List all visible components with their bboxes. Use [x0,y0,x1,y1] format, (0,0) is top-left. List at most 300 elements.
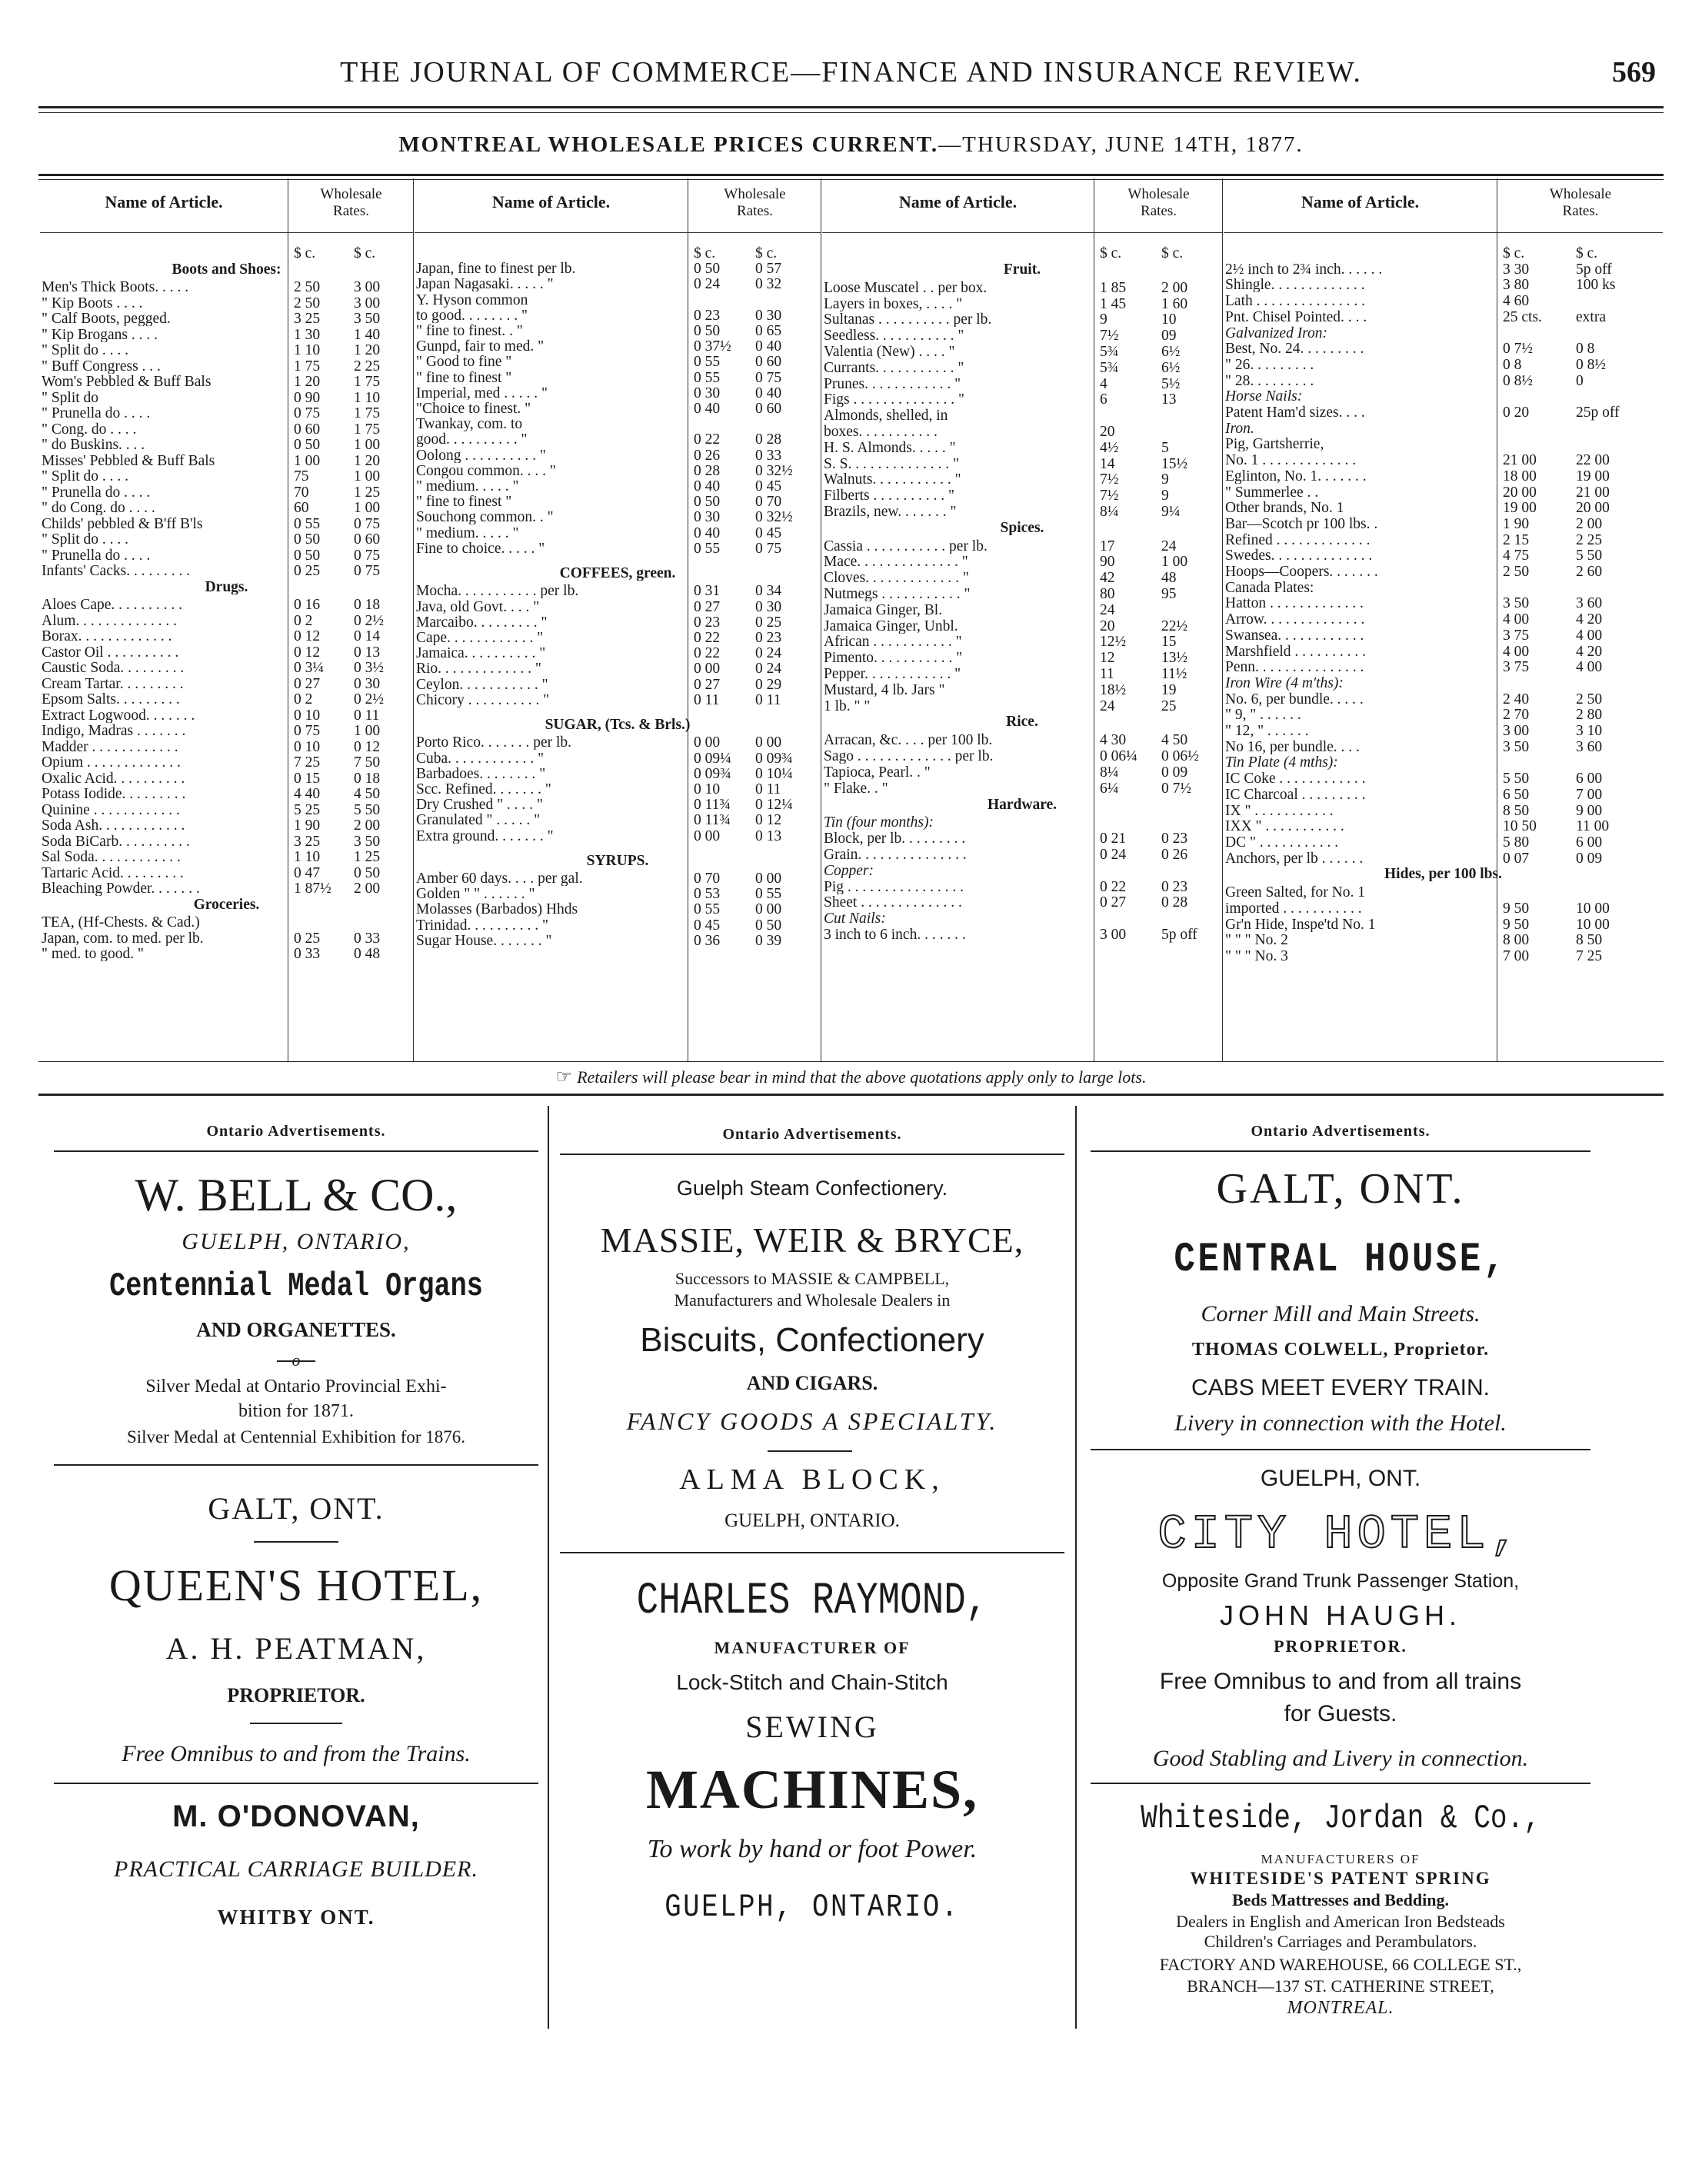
rate-high: 1 00 [354,437,381,454]
article-name: Swedes. . . . . . . . . . . . . . [1225,548,1373,564]
rate-low: 1 85 [1100,279,1127,296]
rate-high: 0 26 [1161,847,1188,864]
article-name: " Split do [42,390,99,405]
rate-low: 3 75 [1503,627,1530,644]
section-heading [415,854,821,868]
article-name: " 26. . . . . . . . . [1225,357,1314,372]
rate-low: 0 60 [294,421,321,438]
rate-low: 0 12 [294,644,321,661]
rate-high: 6½ [1161,343,1181,360]
article-name: Patent Ham'd sizes. . . . [1225,405,1365,420]
article-name: Iron. [1225,421,1254,436]
rate-low: 0 75 [294,405,321,422]
article-name: " do Cong. do . . . . [42,501,155,516]
price-row [1224,453,1663,468]
rate-high: 6½ [1161,359,1181,376]
article-name: Soda Ash. . . . . . . . . . . . [42,818,185,834]
price-row [40,422,413,437]
price-row [415,797,821,812]
confectionery-city: GUELPH, ONTARIO. [724,1510,900,1531]
rate-high: 2 00 [354,817,381,834]
article-name: " Buff Congress . . . [42,358,161,374]
article-name: Madder . . . . . . . . . . . . [42,739,178,754]
rate-low: 5 80 [1503,834,1530,851]
rate-low: 0 06¼ [1100,748,1137,765]
rate-high: 0 25 [755,614,782,631]
rate-low: 0 31 [694,583,721,600]
rate-high: 3 00 [354,279,381,296]
rate-high: 5 50 [354,801,381,818]
article-name: Amber 60 days. . . . per gal. [416,871,583,887]
price-row [822,699,1222,714]
article-name: " Calf Boots, pegged. [42,311,171,327]
rate-high: 1 75 [354,421,381,438]
rate-high: 0 75 [755,540,782,557]
rate-high: 0 75 [354,515,381,532]
table-bottom-rule [38,1061,1664,1062]
city-hotel-city: GUELPH, ONT. [1260,1466,1421,1491]
price-row [415,432,821,447]
rate-high: 0 50 [354,864,381,881]
rate-high: 0 75 [354,563,381,580]
rate-high: 2 00 [1161,279,1188,296]
rate-high: 9¼ [1161,503,1181,520]
price-row [1224,885,1663,900]
rate-low: 12 [1100,650,1115,667]
rate-low: 6¼ [1100,780,1119,797]
section-title: Hides, per 100 lbs. [1384,867,1502,882]
rate-low: 0 27 [1100,894,1127,911]
rate-high: 3 10 [1576,723,1603,739]
article-name: Green Salted, for No. 1 [1225,885,1365,901]
note-text: Retailers will please bear in mind that the above quotations apply only to large lots. [577,1067,1147,1087]
article-name: Quinine . . . . . . . . . . . . [42,802,180,817]
article-name: " fine to finest " [416,370,512,385]
rate-high: 0 11 [755,691,781,708]
price-row [40,311,413,326]
price-row [40,328,413,342]
price-row [1224,548,1663,563]
rate-high: 0 32 [755,276,782,293]
price-row [1224,326,1663,341]
price-row [822,472,1222,487]
rate-low: 60 [294,500,309,517]
units-row [1224,246,1663,261]
rate-low: 3 00 [1100,927,1127,944]
rate-high: 0 32½ [755,462,793,479]
ad-rule [560,1154,1064,1155]
units-row [40,246,413,261]
price-row [1224,358,1663,372]
article-name: Molasses (Barbados) Hhds [416,902,578,917]
rate-high: 0 18 [354,770,381,787]
rate-high: 09 [1161,328,1177,345]
raymond-mfr: MANUFACTURER OF [714,1638,911,1657]
article-name: Cape. . . . . . . . . . . . " [416,630,544,645]
article-name: Pnt. Chisel Pointed. . . . [1225,309,1367,325]
section-heading [822,797,1222,812]
article-name: Opium . . . . . . . . . . . . . [42,755,181,771]
rate-high: 0 75 [755,369,782,386]
rate-low: 0 23 [694,307,721,324]
rate-low: 70 [294,484,309,501]
rate-low: 0 70 [694,871,721,887]
section-title: Groceries. [193,897,260,912]
price-row [822,781,1222,796]
rate-low: 0 53 [694,886,721,903]
raymond-sewing: SEWING [745,1710,879,1744]
price-row [822,587,1222,601]
price-row [822,312,1222,327]
price-row [1224,787,1663,802]
price-row [40,915,413,930]
price-column-4 [1224,178,1663,1061]
rate-low: 3 50 [1503,595,1530,612]
rate-high: 2 60 [1576,564,1603,580]
article-name: Grain. . . . . . . . . . . . . . . [824,847,967,863]
ad-separator-1 [548,1106,549,2029]
rate-high: 1 00 [354,468,381,485]
article-name: Infants' Cacks. . . . . . . . . [42,564,191,579]
price-column-3 [822,178,1223,1061]
raymond-city: GUELPH, ONTARIO. [664,1889,960,1926]
price-row [415,902,821,917]
bell-city: GUELPH, ONTARIO, [182,1229,411,1254]
rate-high: 0 57 [755,261,782,278]
rate-low: 0 50 [694,494,721,511]
price-row [1224,310,1663,325]
price-row [40,280,413,295]
rate-high: 0 30 [755,598,782,615]
rate-high: 0 00 [755,734,782,751]
price-row [415,693,821,707]
central-city: GALT, ONT. [1216,1165,1465,1213]
rate-low: 1 75 [294,358,321,375]
article-name: Ceylon. . . . . . . . . . . " [416,677,548,692]
article-name: Souchong common. . " [416,510,554,525]
price-row [40,692,413,707]
price-row [1224,596,1663,611]
rate-high: 10 00 [1576,916,1610,933]
rate-low: 80 [1100,586,1115,603]
rate-low: 0 27 [694,676,721,693]
price-row [40,866,413,881]
rate-low: 0 10 [294,707,321,724]
rate-low: 0 10 [294,738,321,755]
price-row [1224,644,1663,659]
rate-low: 5 25 [294,801,321,818]
rate-high: 0 14 [354,628,381,645]
rate-high: 5 50 [1576,548,1603,564]
rate-low: 0 3¼ [294,660,324,677]
price-row [1224,692,1663,707]
rate-high: 15½ [1161,455,1188,472]
rate-low: 2 40 [1503,691,1530,707]
price-row [415,584,821,598]
rate-low: 3 50 [1503,738,1530,755]
queens-owner: A. H. PEATMAN, [165,1631,427,1666]
rate-low: 0 55 [694,354,721,371]
article-name: Cuba. . . . . . . . . . . . " [416,751,545,766]
price-row [822,571,1222,585]
price-row [415,934,821,948]
rate-low: 4 75 [1503,548,1530,564]
article-name: good. . . . . . . . . . " [416,432,528,448]
rate-low: 5 50 [1503,771,1530,787]
rate-low: 7 25 [294,754,321,771]
article-name: " " " No. 2 [1225,933,1288,948]
price-row [415,479,821,494]
article-name: Gunpd, fair to med. " [416,339,545,355]
rate-high: 0 29 [755,676,782,693]
rate-high: 100 ks [1576,277,1616,294]
rate-low: 2 15 [1503,531,1530,548]
rate-low: 0 28 [694,462,721,479]
rate-high: 0 00 [755,871,782,887]
article-name: Anchors, per lb . . . . . . [1225,851,1364,866]
rate-low: 0 27 [694,598,721,615]
article-name: S. S. . . . . . . . . . . . . . " [824,456,959,471]
col-header-line [822,232,1222,233]
rate-low: 1 30 [294,326,321,343]
section-title: SUGAR, (Tcs. & Brls.) [545,717,691,733]
rate-low: 0 12 [294,628,321,645]
confectionery-divider [768,1450,852,1452]
rate-low: 7½ [1100,328,1119,345]
article-name: Marcaibo. . . . . . . . . " [416,614,548,630]
article-name: DC " . . . . . . . . . . . [1225,834,1339,850]
prices-current-title [0,132,1702,158]
rate-low: 2 50 [1503,564,1530,580]
price-row [40,787,413,801]
rate-high: extra [1576,308,1606,325]
price-row [415,510,821,524]
rate-high: 9 00 [1576,802,1603,819]
rate-high: 0 34 [755,583,782,600]
rate-low: 25 cts. [1503,308,1542,325]
rate-high: 0 24 [755,645,782,662]
section-title: Rice. [1006,714,1038,730]
rate-low: 12½ [1100,634,1127,651]
price-row [40,740,413,754]
price-row [415,308,821,323]
article-name: to good. . . . . . . . " [416,308,528,323]
rate-high: 1 00 [354,500,381,517]
price-row [415,277,821,291]
rate-high: 0 55 [755,886,782,903]
price-row [415,871,821,886]
rate-low: 0 11¾ [694,812,731,829]
rate-high: 0 18 [354,597,381,614]
price-row [415,324,821,338]
price-row [415,339,821,354]
rate-high: 0 60 [354,531,381,548]
price-row [40,343,413,358]
price-row [1224,278,1663,292]
rate-low: 0 22 [1100,878,1127,895]
central-livery: Livery in connection with the Hotel. [1174,1410,1507,1436]
whiteside-city: MONTREAL. [1287,1998,1394,2018]
rate-low: 1 87½ [294,881,331,897]
rate-low: 0 11 [694,691,720,708]
article-name: Jamaica. . . . . . . . . . " [416,646,546,661]
rate-high: 0 75 [354,547,381,564]
rate-low: 18 00 [1503,468,1537,484]
rate-high: 1 10 [354,389,381,406]
price-row [40,598,413,612]
price-row [1224,740,1663,754]
article-name: Chicory . . . . . . . . . . " [416,692,550,707]
article-name: Alum. . . . . . . . . . . . . . [42,613,178,628]
price-row [1224,835,1663,850]
article-name: Scc. Refined. . . . . . . " [416,781,551,797]
rate-high: 0 8½ [1576,356,1606,373]
price-row [40,931,413,946]
rate-high: 5p off [1161,927,1197,944]
price-row [40,296,413,311]
bell-product: Centennial Medal Organs [109,1267,483,1306]
rate-low: 0 50 [694,323,721,339]
rate-low: 2 50 [294,279,321,296]
rate-low: 3 00 [1503,723,1530,739]
rate-high: 95 [1161,586,1177,603]
article-name: Other brands, No. 1 [1225,501,1344,516]
article-name: " " " No. 3 [1225,948,1288,964]
rate-low: 0 21 [1100,831,1127,847]
price-row [1224,517,1663,531]
rate-high: 2 80 [1576,707,1603,724]
rate-low: 0 16 [294,597,321,614]
rate-low: 9 50 [1503,900,1530,917]
rate-low: 0 22 [694,645,721,662]
article-name: Jamaica Ginger, Unbl. [824,618,958,634]
ad-rule [54,1150,538,1152]
rate-low: 90 [1100,554,1115,571]
rate-low: 4 [1100,375,1107,392]
rate-high: 1 60 [1161,295,1188,312]
price-row [1224,389,1663,404]
rate-high: 0 65 [755,323,782,339]
article-name: Figs . . . . . . . . . . . . . . " [824,392,964,408]
prices-title-date: —THURSDAY, JUNE 14TH, 1877. [938,132,1304,157]
price-row [822,554,1222,569]
article-name: Swansea. . . . . . . . . . . . [1225,628,1364,643]
article-name: Childs' pebbled & B'ff B'ls [42,516,203,531]
queens-divider-2 [250,1723,342,1724]
article-name: Marshfield . . . . . . . . . . [1225,644,1367,659]
price-row [40,661,413,675]
rate-low: 0 50 [294,531,321,548]
article-name: Gr'n Hide, Inspe'td No. 1 [1225,917,1376,932]
price-row [1224,564,1663,579]
rate-low: 0 7½ [1503,341,1533,358]
rate-high: 24 [1161,538,1177,554]
price-row [40,375,413,389]
price-row [822,651,1222,665]
article-name: Pig . . . . . . . . . . . . . . . . [824,879,964,894]
table-top-rule [38,174,1664,176]
article-name: " medium. . . . . " [416,479,519,494]
rate-high: 1 25 [354,484,381,501]
rate-high: 1 25 [354,849,381,866]
price-row [40,501,413,515]
price-row [822,504,1222,519]
article-name: Extra ground. . . . . . . " [416,828,554,844]
page-number: 569 [1612,56,1656,88]
price-row [40,614,413,628]
whiteside-factory: FACTORY AND WAREHOUSE, 66 COLLEGE ST., [1159,1955,1522,1974]
rate-high: 0 30 [755,307,782,324]
price-row [1224,755,1663,770]
article-name: Walnuts. . . . . . . . . . . " [824,472,961,488]
article-name: Congou common. . . . " [416,463,556,478]
rate-low: 0 07 [1503,850,1530,867]
rate-high: 0 10¼ [755,765,793,782]
price-row [1224,421,1663,436]
price-row [1224,819,1663,834]
col-header-name: Name of Article. [1301,192,1420,211]
bell-medal1a: Silver Medal at Ontario Provincial Exhi- [145,1377,447,1397]
price-row [822,864,1222,878]
rate-low: 0 27 [294,675,321,692]
rate-low: 17 [1100,538,1115,554]
col-header-rates [688,186,821,220]
rate-low: 0 40 [694,524,721,541]
header-rule [38,106,1664,108]
rate-low: 2 70 [1503,707,1530,724]
article-name: Pig, Gartsherrie, [1225,437,1324,452]
rate-high: 3 50 [354,833,381,850]
price-row [1224,262,1663,277]
price-row [1224,804,1663,818]
rate-low: 8 00 [1503,932,1530,949]
rate-low: 0 50 [694,261,721,278]
col-header-line [1224,232,1663,233]
price-row [822,488,1222,503]
rate-low: 6 [1100,391,1107,408]
price-row [415,401,821,416]
rate-header-l2: Rates. [1562,203,1599,219]
whiteside-branch: BRANCH—137 ST. CATHERINE STREET, [1187,1976,1494,1996]
ad-rule [1091,1150,1590,1152]
ads-heading: Ontario Advertisements. [722,1126,902,1143]
rate-low: 7½ [1100,471,1119,488]
raymond-name: CHARLES RAYMOND, [636,1576,988,1626]
whiteside-dealers2: Children's Carriages and Perambulators. [1204,1932,1477,1951]
rate-header-l2: Rates. [1141,203,1177,219]
article-name: Tin (four months): [824,815,934,831]
confectionery-mfr: Manufacturers and Wholesale Dealers in [674,1290,951,1310]
article-name: " fine to finest " [416,494,512,510]
rate-high: 0 48 [354,946,381,963]
rate-high: 0 50 [755,917,782,934]
rate-high: 0 24 [755,661,782,678]
article-name: Extract Logwood. . . . . . . [42,707,195,723]
rate-low: 0 90 [294,389,321,406]
rate-high: 7 50 [354,754,381,771]
rate-high: 0 40 [755,385,782,401]
city-hotel-opposite: Opposite Grand Trunk Passenger Station, [1161,1570,1520,1592]
rate-low: 0 11¾ [694,797,731,814]
price-row [40,850,413,864]
price-row [40,485,413,500]
article-name: Tin Plate (4 mths): [1225,755,1338,771]
price-row [415,735,821,750]
price-row [822,361,1222,375]
article-name: Jamaica Ginger, Bl. [824,602,943,618]
article-name: Seedless. . . . . . . . . . . " [824,328,964,344]
confectionery-block: ALMA BLOCK, [679,1463,945,1496]
